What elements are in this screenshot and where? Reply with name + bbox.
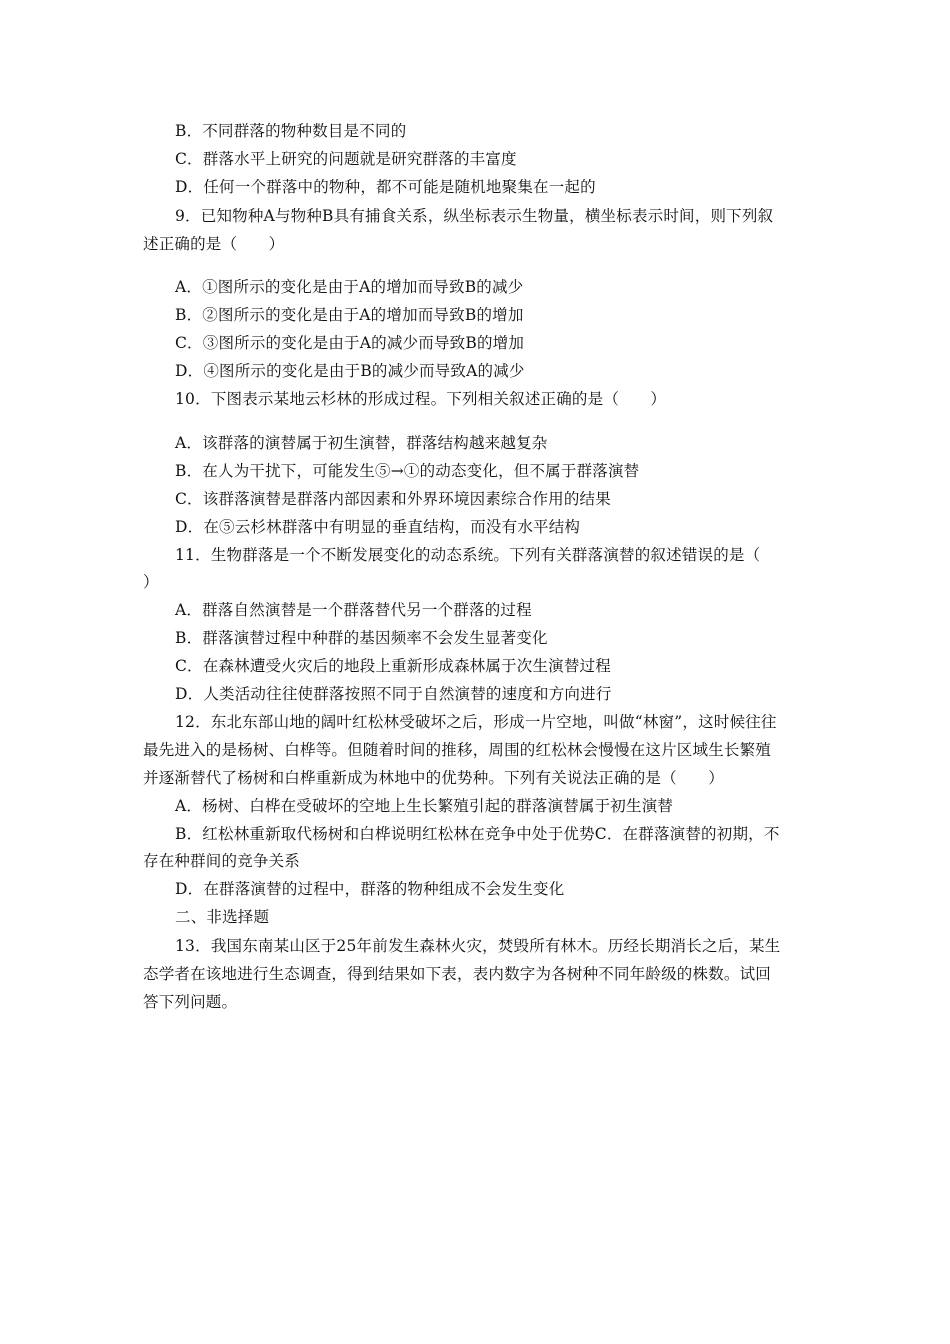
q11-stem-line-1: 11．生物群落是一个不断发展变化的动态系统。下列有关群落演替的叙述错误的是（	[175, 546, 761, 564]
q10-option-a: A．该群落的演替属于初生演替，群落结构越来越复杂	[175, 434, 548, 452]
q10-option-d: D．在⑤云杉林群落中有明显的垂直结构，而没有水平结构	[175, 518, 581, 536]
q9-option-d: D．④图所示的变化是由于B的减少而导致A的减少	[175, 362, 525, 380]
q12-option-a: A．杨树、白桦在受破坏的空地上生长繁殖引起的群落演替属于初生演替	[175, 797, 674, 815]
q12-option-b-c-line-1: B．红松林重新取代杨树和白桦说明红松林在竞争中处于优势C．在群落演替的初期，不	[175, 825, 780, 843]
q12-stem-line-1: 12．东北东部山地的阔叶红松林受破坏之后，形成一片空地，叫做“林窗”，这时候往往	[175, 713, 777, 731]
q11-option-a: A．群落自然演替是一个群落替代另一个群落的过程	[175, 601, 532, 619]
section-heading: 二、非选择题	[175, 908, 270, 926]
q12-stem-line-2: 最先进入的是杨树、白桦等。但随着时间的推移，周围的红松林会慢慢在这片区域生长繁殖	[143, 741, 772, 759]
q13-stem-line-3: 答下列问题。	[143, 993, 238, 1011]
q13-stem-line-2: 态学者在该地进行生态调查，得到结果如下表，表内数字为各树种不同年龄级的株数。试回	[143, 965, 772, 983]
q10-option-b: B．在人为干扰下，可能发生⑤→①的动态变化，但不属于群落演替	[175, 462, 640, 480]
q11-option-c: C．在森林遭受火灾后的地段上重新形成森林属于次生演替过程	[175, 657, 611, 675]
q9-option-a: A．①图所示的变化是由于A的增加而导致B的减少	[175, 278, 524, 296]
q13-stem-line-1: 13．我国东南某山区于25年前发生森林火灾，焚毁所有林木。历经长期消长之后，某生	[175, 937, 781, 955]
q10-stem: 10．下图表示某地云杉林的形成过程。下列相关叙述正确的是（ ）	[175, 390, 667, 408]
q12-option-b-c-line-2: 存在种群间的竞争关系	[143, 852, 301, 870]
q10-option-c: C．该群落演替是群落内部因素和外界环境因素综合作用的结果	[175, 490, 611, 508]
q9-stem-line-1: 9．已知物种A与物种B具有捕食关系，纵坐标表示生物量，横坐标表示时间，则下列叙	[175, 207, 774, 225]
q8-option-c: C．群落水平上研究的问题就是研究群落的丰富度	[175, 150, 517, 168]
q11-option-d: D．人类活动往往使群落按照不同于自然演替的速度和方向进行	[175, 685, 612, 703]
q9-option-c: C．③图所示的变化是由于A的减少而导致B的增加	[175, 334, 525, 352]
q11-option-b: B．群落演替过程中种群的基因频率不会发生显著变化	[175, 629, 548, 647]
q8-option-b: B．不同群落的物种数目是不同的	[175, 122, 407, 140]
q12-option-d: D．在群落演替的过程中，群落的物种组成不会发生变化	[175, 880, 565, 898]
q11-stem-line-2: ）	[143, 573, 159, 591]
q12-stem-line-3: 并逐渐替代了杨树和白桦重新成为林地中的优势种。下列有关说法正确的是（ ）	[143, 769, 724, 787]
q9-option-b: B．②图所示的变化是由于A的增加而导致B的增加	[175, 306, 524, 324]
q9-stem-line-2: 述正确的是（ ）	[143, 235, 285, 253]
q8-option-d: D．任何一个群落中的物种，都不可能是随机地聚集在一起的	[175, 178, 596, 196]
